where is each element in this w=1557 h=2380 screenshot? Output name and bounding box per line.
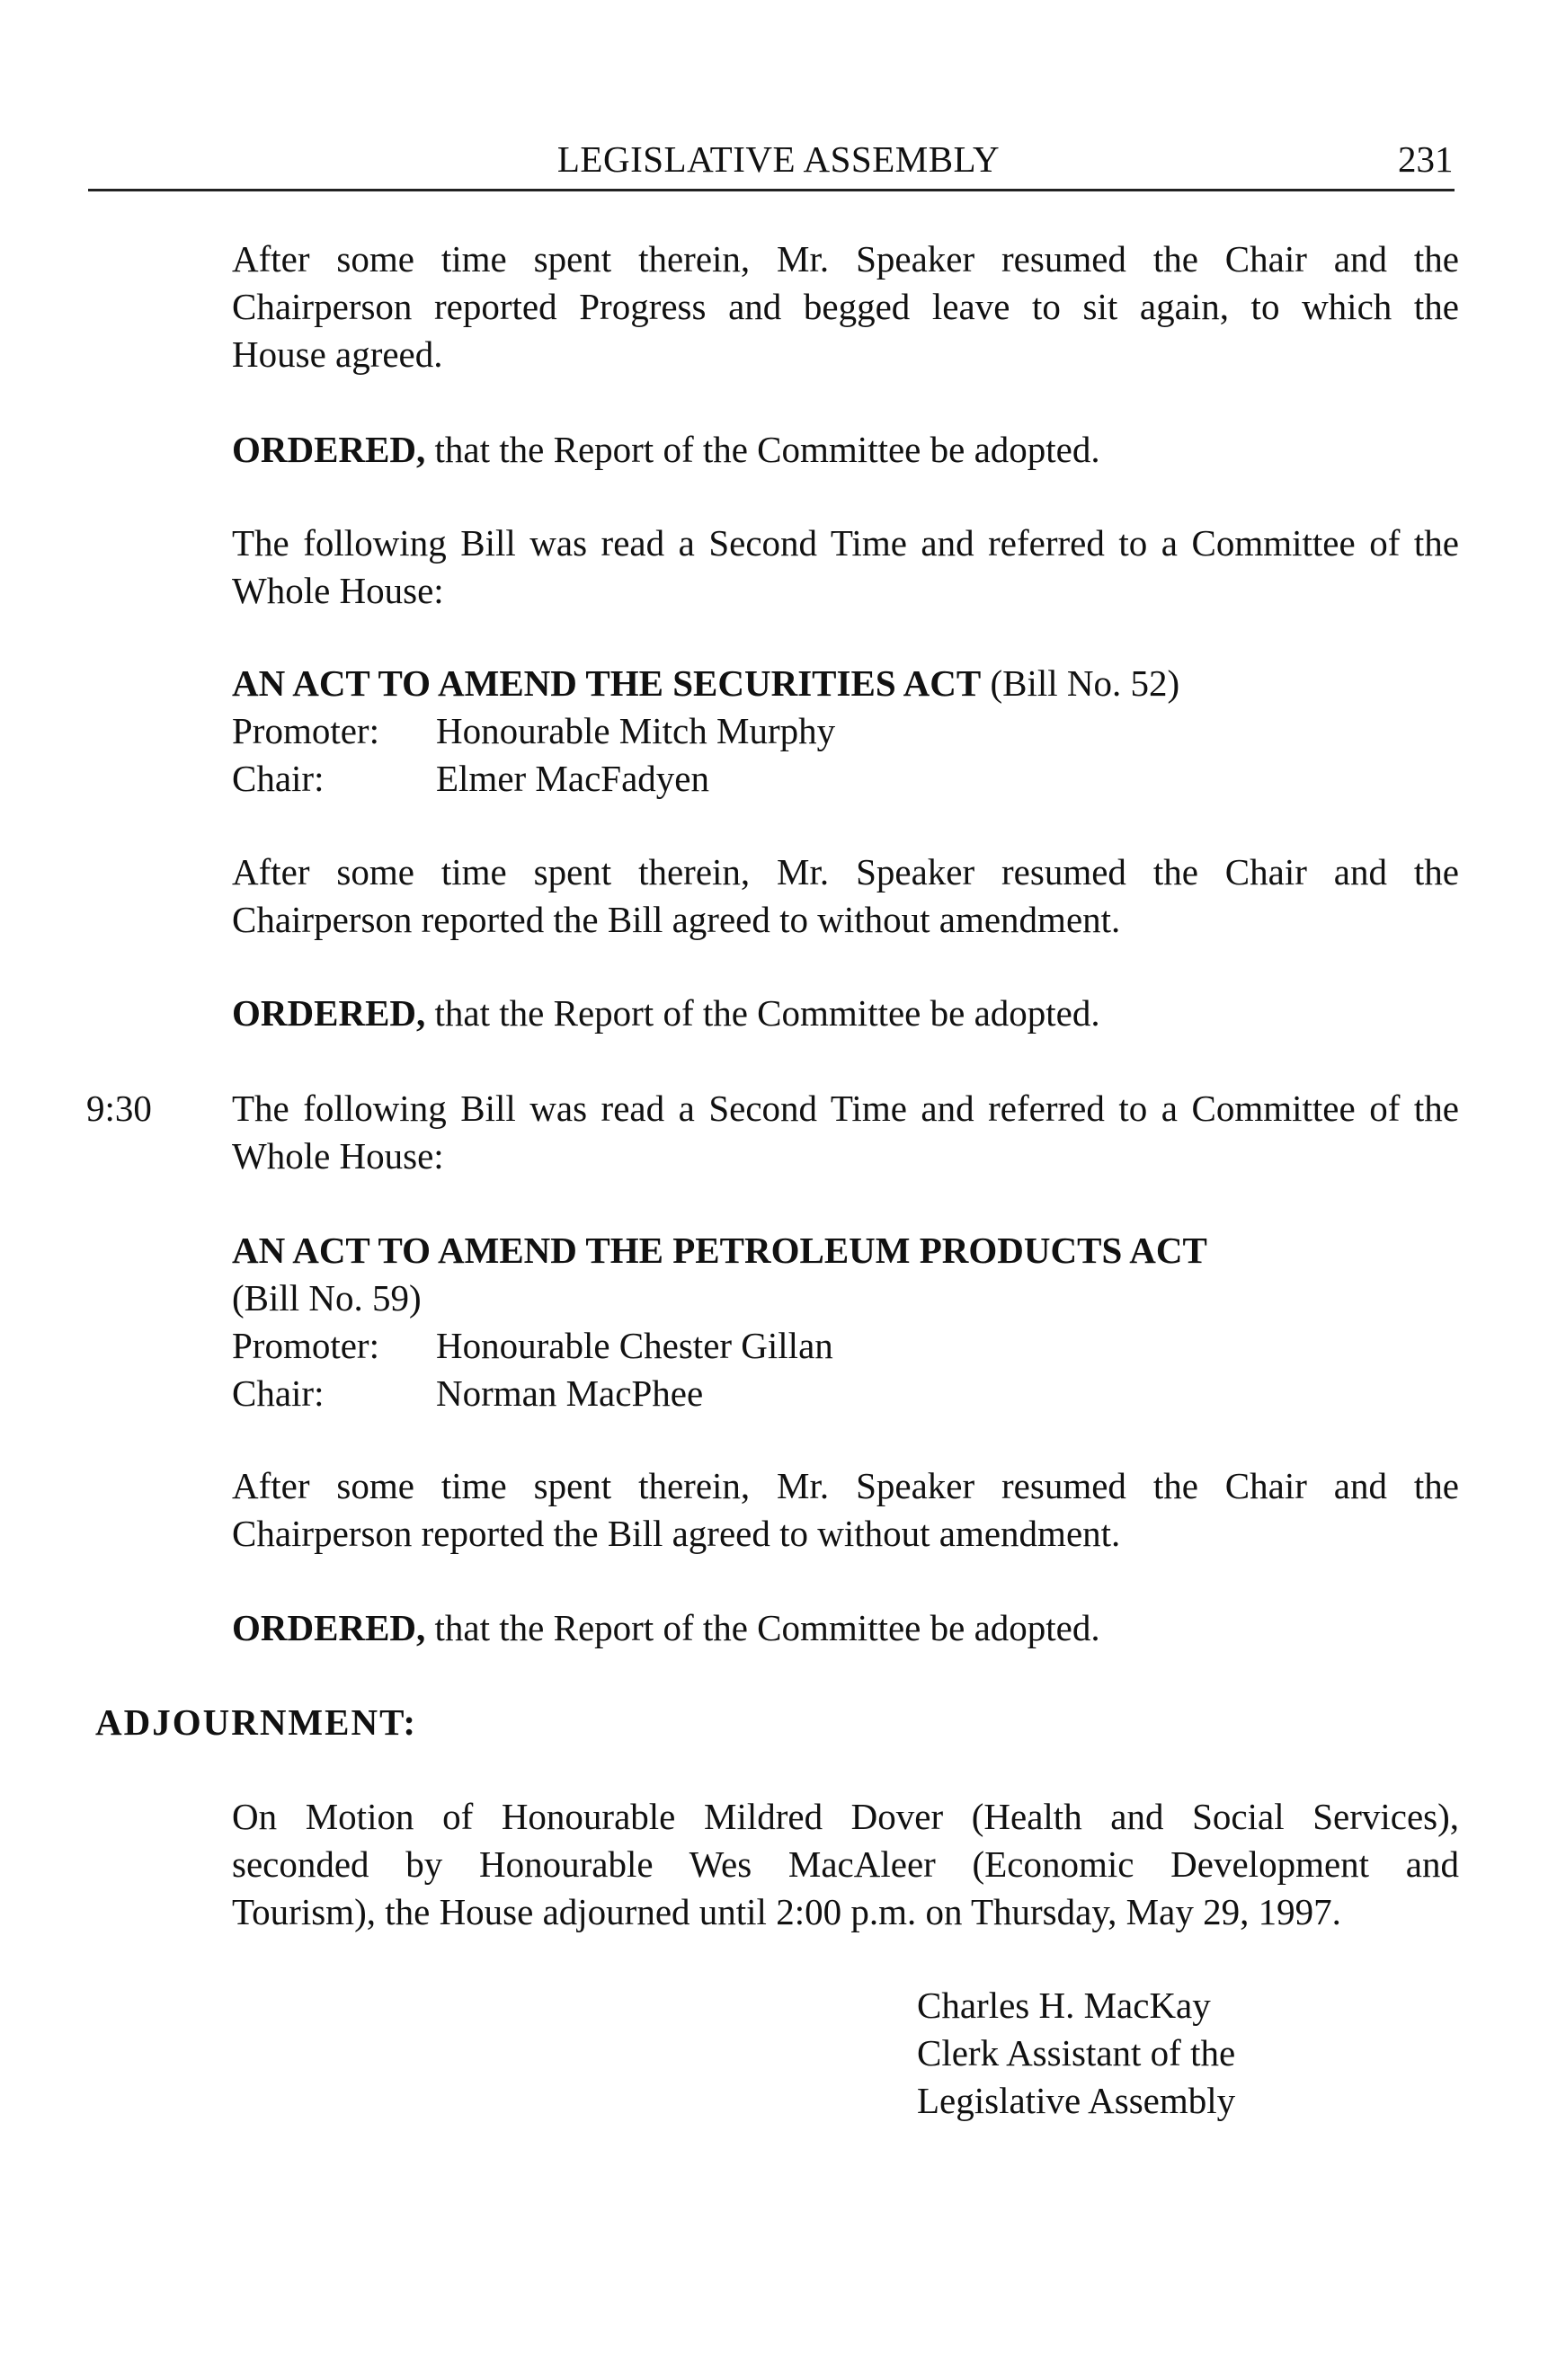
signature-name: Charles H. MacKay bbox=[917, 1985, 1211, 2026]
chair-value: Norman MacPhee bbox=[436, 1372, 704, 1414]
paragraph-line: The following Bill was read a Second Time and referred to a Committee of the bbox=[232, 1088, 1459, 1129]
chair-label: Chair: bbox=[232, 1372, 325, 1414]
ordered-keyword: ORDERED, bbox=[232, 1607, 426, 1648]
promoter-value: Honourable Chester Gillan bbox=[436, 1325, 833, 1366]
ordered-statement bbox=[232, 426, 1100, 474]
ordered-text: that the Report of the Committee be adopted. bbox=[425, 429, 1100, 470]
bill-number: (Bill No. 59) bbox=[232, 1277, 422, 1319]
time-stamp: 9:30 bbox=[86, 1088, 152, 1129]
paragraph-line: The following Bill was read a Second Time and referred to a Committee of the bbox=[232, 522, 1459, 564]
ordered-keyword: ORDERED, bbox=[232, 992, 426, 1034]
section-heading-adjournment: ADJOURNMENT: bbox=[95, 1701, 418, 1743]
bill-title bbox=[232, 660, 1179, 707]
paragraph-line: Chairperson reported the Bill agreed to without amendment. bbox=[232, 899, 1121, 940]
paragraph-line: On Motion of Honourable Mildred Dover (Health and Social Services), bbox=[232, 1796, 1459, 1837]
signature-title: Clerk Assistant of the bbox=[917, 2032, 1236, 2074]
paragraph-line: Whole House: bbox=[232, 570, 444, 611]
header-rule bbox=[88, 189, 1455, 191]
paragraph-line: seconded by Honourable Wes MacAleer (Economic Development and bbox=[232, 1843, 1459, 1885]
ordered-statement bbox=[232, 990, 1100, 1037]
chair-label: Chair: bbox=[232, 758, 325, 799]
ordered-statement bbox=[232, 1604, 1100, 1652]
bill-title-text: AN ACT TO AMEND THE SECURITIES ACT bbox=[232, 662, 982, 704]
signature-title: Legislative Assembly bbox=[917, 2080, 1236, 2121]
ordered-text: that the Report of the Committee be adopted. bbox=[425, 992, 1100, 1034]
paragraph-line: Whole House: bbox=[232, 1135, 444, 1177]
ordered-keyword: ORDERED, bbox=[232, 429, 426, 470]
paragraph-line: Chairperson reported the Bill agreed to without amendment. bbox=[232, 1513, 1121, 1554]
ordered-text: that the Report of the Committee be adopted. bbox=[425, 1607, 1100, 1648]
promoter-label: Promoter: bbox=[232, 710, 379, 751]
promoter-label: Promoter: bbox=[232, 1325, 379, 1366]
promoter-value: Honourable Mitch Murphy bbox=[436, 710, 836, 751]
chair-value: Elmer MacFadyen bbox=[436, 758, 709, 799]
paragraph-line: House agreed. bbox=[232, 333, 443, 375]
page-header-title: LEGISLATIVE ASSEMBLY bbox=[556, 138, 1001, 180]
bill-title-text: AN ACT TO AMEND THE PETROLEUM PRODUCTS ACT bbox=[232, 1230, 1207, 1271]
paragraph-line: After some time spent therein, Mr. Speaker resumed the Chair and the bbox=[232, 1465, 1459, 1506]
paragraph-line: After some time spent therein, Mr. Speaker resumed the Chair and the bbox=[232, 851, 1459, 892]
paragraph-line: Chairperson reported Progress and begged leave to sit again, to which the bbox=[232, 286, 1459, 327]
bill-number: (Bill No. 52) bbox=[981, 662, 1180, 704]
paragraph-line: Tourism), the House adjourned until 2:00 p.m. on Thursday, May 29, 1997. bbox=[232, 1891, 1341, 1932]
page-number: 231 bbox=[1398, 138, 1454, 180]
paragraph-line: After some time spent therein, Mr. Speaker resumed the Chair and the bbox=[232, 238, 1459, 280]
